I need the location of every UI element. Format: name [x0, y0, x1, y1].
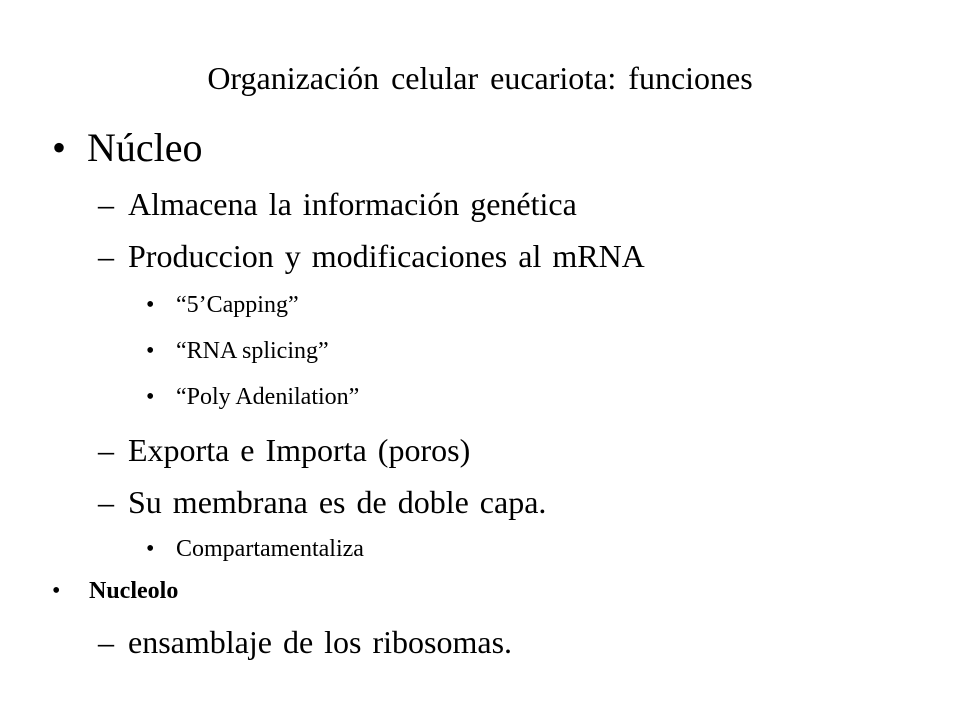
- dash-bullet: –: [98, 432, 114, 468]
- list-item-text: Exporta e Importa (poros): [128, 432, 471, 468]
- list-item-text: Compartamentaliza: [176, 536, 364, 562]
- list-item-text: Núcleo: [87, 125, 203, 170]
- dash-bullet: –: [98, 186, 114, 222]
- list-item-text: “RNA splicing”: [176, 338, 329, 364]
- bullet: •: [146, 536, 155, 562]
- list-item-text: Produccion y modificaciones al mRNA: [128, 238, 645, 274]
- dash-bullet: –: [98, 624, 114, 660]
- bullet: •: [146, 384, 155, 410]
- dash-bullet: –: [98, 238, 114, 274]
- slide-title: Organización celular eucariota: funciones: [207, 60, 753, 96]
- list-item-text: Nucleolo: [89, 578, 179, 604]
- bullet: •: [146, 292, 155, 318]
- list-item-text: “Poly Adenilation”: [176, 384, 360, 410]
- dash-bullet: –: [98, 484, 114, 520]
- bullet: •: [52, 125, 67, 170]
- list-item-text: Almacena la información genética: [128, 186, 577, 222]
- list-item-text: “5’Capping”: [176, 292, 299, 318]
- bullet: •: [146, 338, 155, 364]
- bullet: •: [52, 578, 61, 604]
- list-item-text: Su membrana es de doble capa.: [128, 484, 547, 520]
- list-item-text: ensamblaje de los ribosomas.: [128, 624, 513, 660]
